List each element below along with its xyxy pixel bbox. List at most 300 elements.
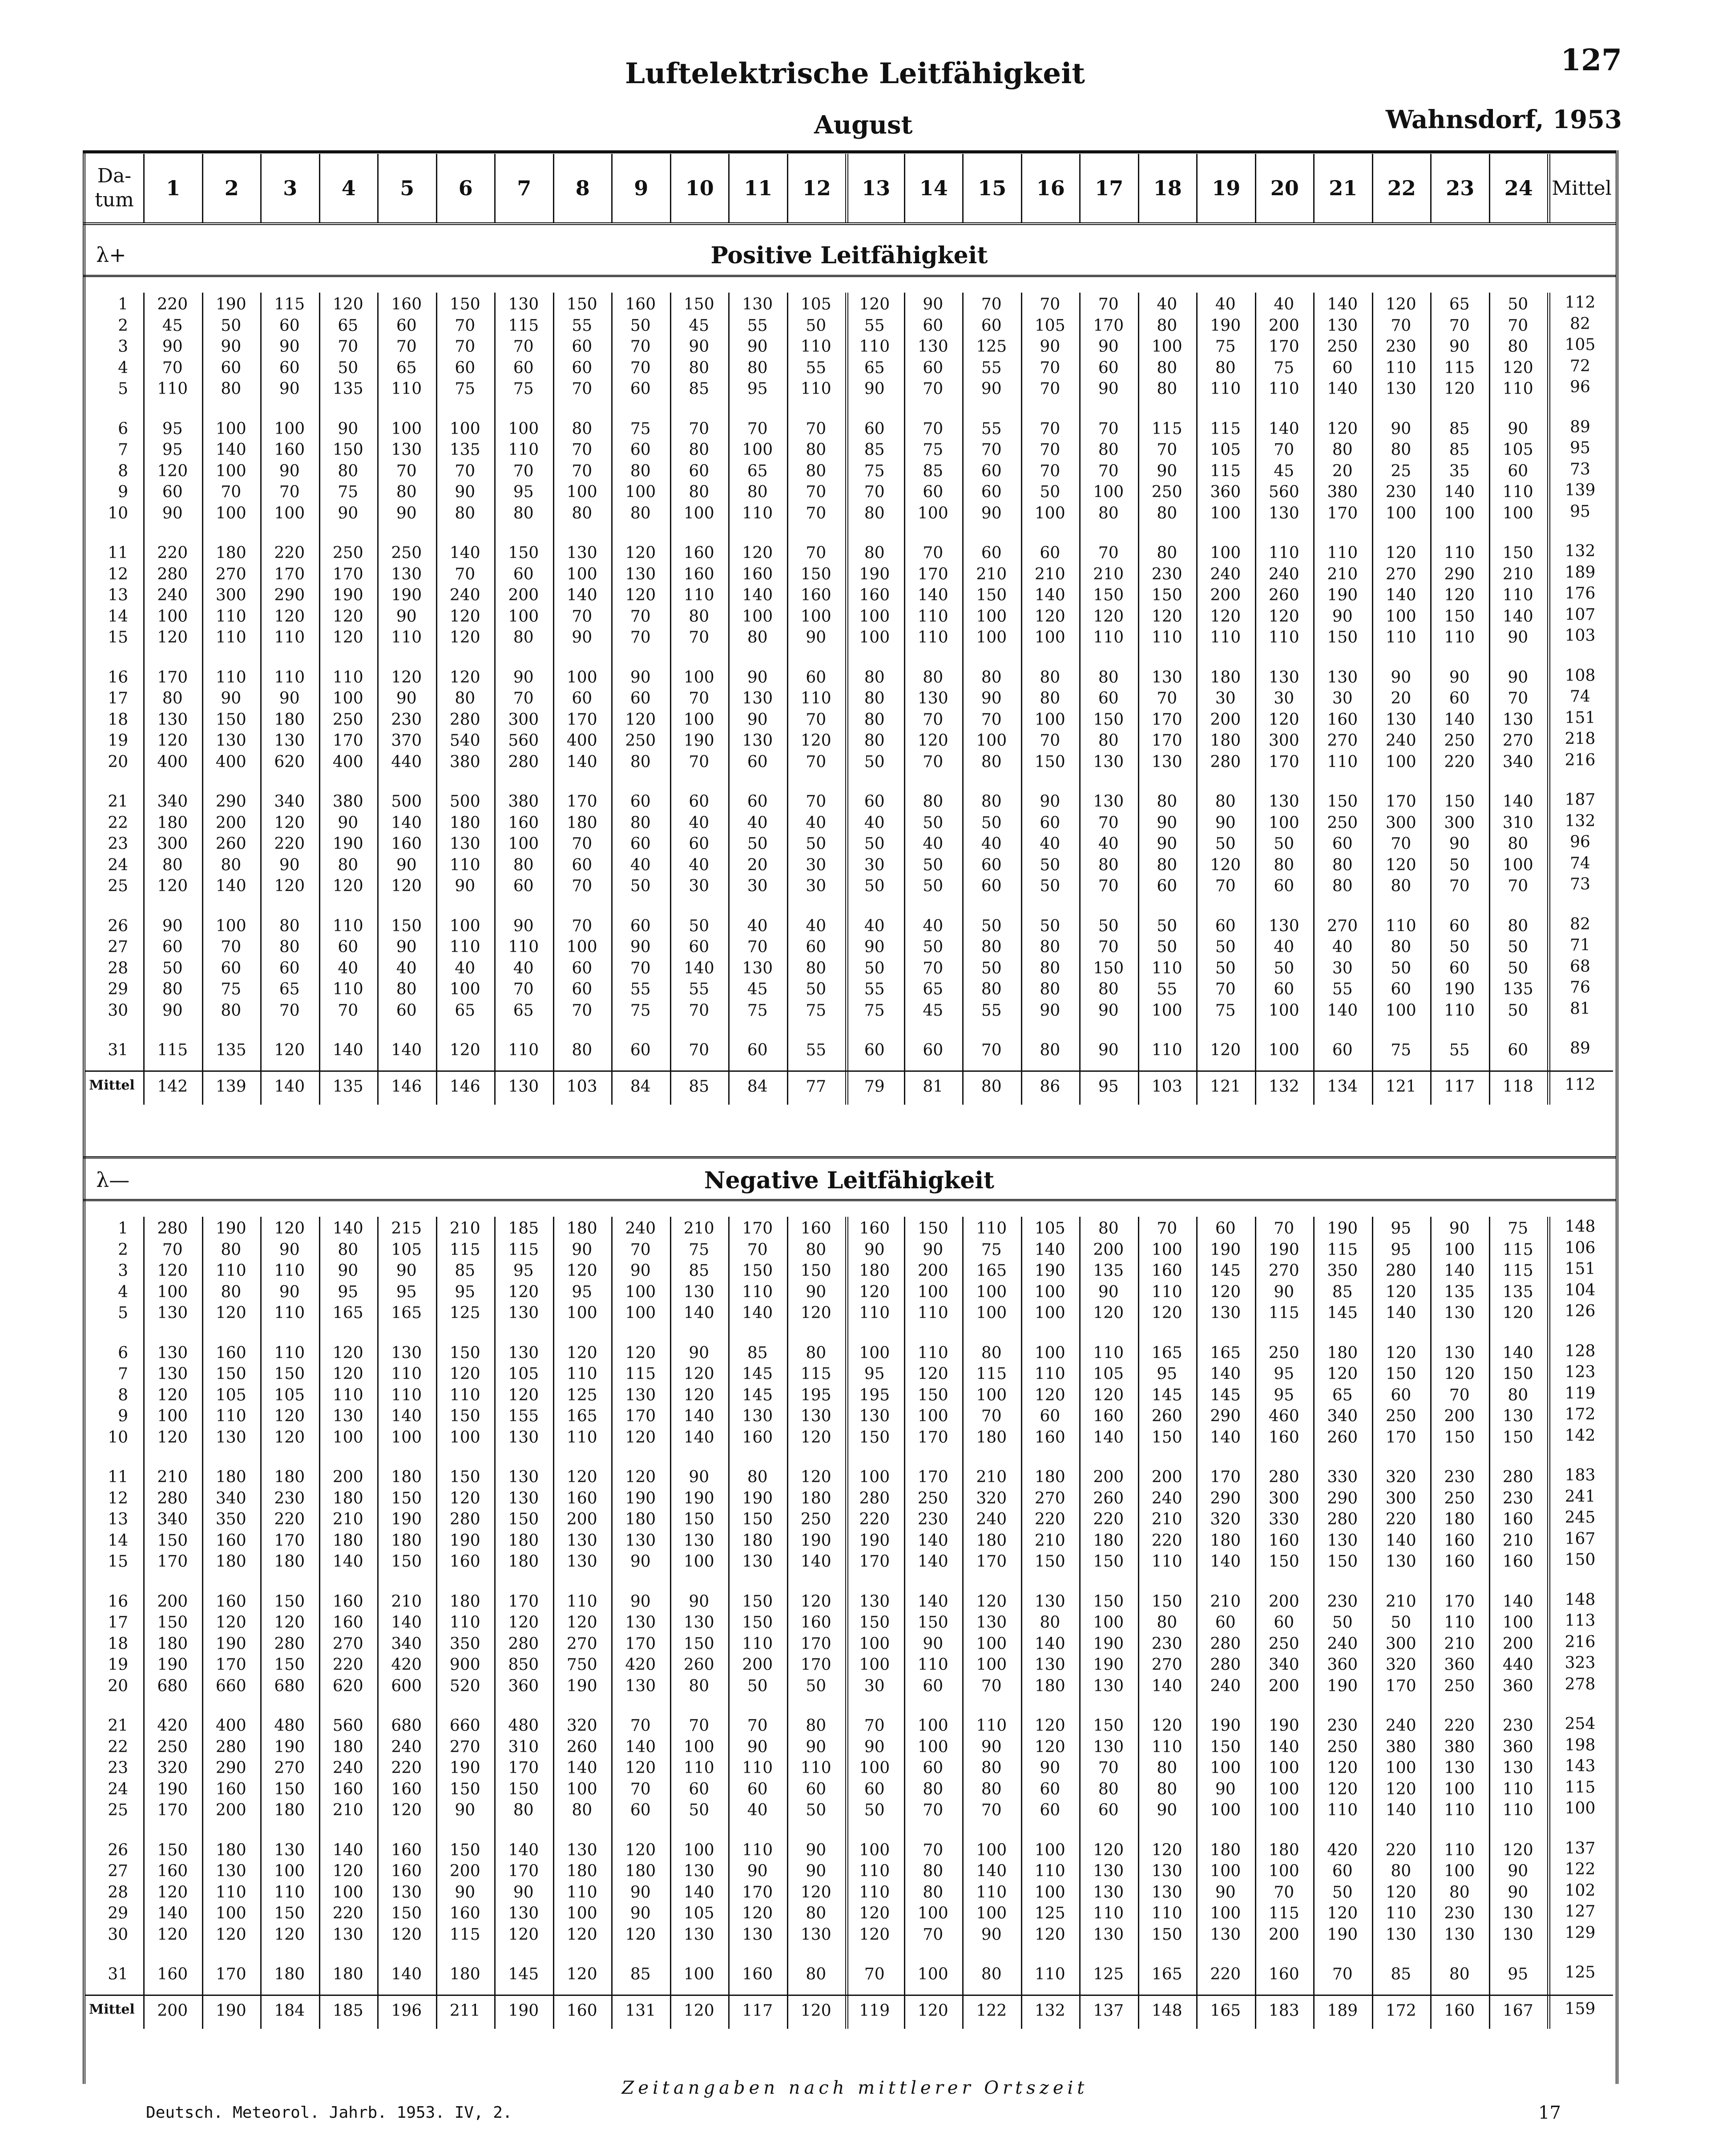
positive-cell-hour-21: 130 [1327, 316, 1358, 335]
negative-cell-hour-15: 90 [981, 1925, 1002, 1944]
positive-cell-hour-22: 110 [1385, 917, 1416, 935]
negative-cell-hour-19: 100 [1210, 1759, 1241, 1777]
positive-cell-hour-2: 200 [215, 813, 246, 832]
positive-cell-hour-7: 70 [513, 462, 534, 480]
negative-cell-hour-17: 130 [1093, 1925, 1124, 1944]
negative-cell-hour-20: 100 [1268, 1862, 1299, 1880]
header-col-divider-5 [436, 154, 437, 222]
negative-cell-hour-21: 340 [1327, 1407, 1358, 1425]
positive-cell-hour-2: 180 [215, 544, 246, 562]
negative-cell-hour-7: 145 [508, 1965, 539, 1983]
header-col-divider-19 [1255, 154, 1256, 222]
negative-row-day-18 [85, 1633, 1613, 1654]
negative-cell-hour-22: 140 [1385, 1304, 1416, 1322]
negative-cell-hour-19: 130 [1210, 1925, 1241, 1944]
positive-cell-hour-13: 80 [864, 544, 885, 562]
positive-cell-hour-3: 90 [279, 462, 300, 480]
positive-cell-hour-6: 70 [455, 565, 476, 583]
negative-cell-hour-4: 160 [332, 1613, 363, 1632]
positive-cell-hour-4: 65 [338, 316, 359, 335]
negative-cell-hour-21: 65 [1332, 1386, 1353, 1404]
positive-row-day-5 [85, 378, 1613, 399]
negative-cell-hour-16: 60 [1040, 1801, 1061, 1819]
positive-cell-hour-24: 100 [1502, 504, 1533, 523]
positive-col-divider-19 [1255, 293, 1256, 1105]
negative-cell-hour-7: 130 [508, 1428, 539, 1447]
negative-cell-hour-8: 320 [566, 1717, 597, 1735]
negative-cell-hour-15: 80 [981, 1780, 1002, 1798]
negative-cell-hour-23: 210 [1444, 1634, 1475, 1653]
negative-cell-hour-15: 210 [976, 1468, 1007, 1486]
positive-cell-hour-17: 80 [1098, 856, 1119, 874]
positive-cell-hour-21: 270 [1327, 732, 1358, 750]
negative-cell-hour-8: 160 [566, 2001, 597, 2020]
positive-cell-hour-13: 190 [859, 565, 890, 583]
positive-col-divider-datum [143, 293, 145, 1105]
positive-cell-hour-18: 110 [1151, 1041, 1182, 1059]
negative-cell-hour-12: 130 [800, 1925, 831, 1944]
negative-cell-hour-2: 110 [215, 1262, 246, 1280]
negative-cell-hour-14: 140 [917, 1553, 948, 1571]
negative-cell-hour-24: 135 [1502, 1283, 1533, 1301]
positive-day-label: 7 [118, 441, 128, 459]
negative-cell-hour-20: 330 [1268, 1510, 1299, 1529]
positive-cell-hour-14: 70 [923, 752, 944, 771]
negative-cell-hour-1: 170 [157, 1801, 188, 1819]
negative-day-label: 21 [108, 1717, 128, 1735]
negative-cell-hour-14: 230 [917, 1510, 948, 1529]
positive-cell-hour-23: 120 [1444, 586, 1475, 604]
negative-cell-hour-20: 200 [1268, 1677, 1299, 1695]
negative-cell-hour-2: 180 [215, 1553, 246, 1571]
positive-cell-hour-14: 70 [923, 959, 944, 977]
negative-cell-hour-15: 122 [976, 2001, 1007, 2020]
positive-cell-hour-7: 110 [508, 938, 539, 956]
negative-cell-hour-12: 50 [806, 1677, 827, 1695]
positive-cell-hour-11: 95 [747, 380, 768, 398]
positive-cell-hour-12: 110 [800, 380, 831, 398]
negative-day-label: 14 [108, 1531, 128, 1550]
negative-cell-hour-2: 120 [215, 1925, 246, 1944]
positive-cell-hour-11: 70 [747, 419, 768, 438]
negative-cell-hour-7: 850 [508, 1656, 539, 1674]
positive-cell-hour-5: 370 [391, 732, 422, 750]
positive-cell-hour-14: 50 [923, 938, 944, 956]
positive-cell-hour-21: 110 [1327, 544, 1358, 562]
negative-cell-mittel: 137 [1565, 1839, 1596, 1858]
positive-row-day-2 [85, 315, 1613, 336]
header-col-divider-11 [787, 154, 788, 222]
positive-cell-hour-10: 80 [689, 607, 710, 626]
positive-cell-hour-17: 50 [1098, 917, 1119, 935]
positive-cell-hour-12: 30 [806, 856, 827, 874]
negative-cell-hour-5: 210 [391, 1592, 422, 1611]
negative-row-day-16 [85, 1591, 1613, 1612]
negative-cell-hour-14: 150 [917, 1613, 948, 1632]
positive-cell-hour-4: 190 [332, 835, 363, 853]
negative-cell-hour-16: 90 [1040, 1759, 1061, 1777]
negative-cell-hour-16: 220 [1034, 1510, 1065, 1529]
positive-cell-hour-2: 110 [215, 668, 246, 687]
positive-cell-hour-6: 60 [455, 358, 476, 377]
negative-cell-hour-10: 130 [683, 1283, 714, 1301]
positive-cell-hour-21: 250 [1327, 813, 1358, 832]
header-col-divider-datum [143, 154, 145, 222]
negative-col-divider-datum [143, 1217, 145, 2029]
negative-cell-hour-18: 95 [1157, 1365, 1178, 1383]
positive-cell-hour-23: 100 [1444, 504, 1475, 523]
negative-cell-hour-8: 200 [566, 1510, 597, 1529]
negative-day-label: 9 [118, 1407, 128, 1425]
positive-cell-hour-20: 100 [1268, 1001, 1299, 1020]
negative-cell-hour-11: 160 [742, 1428, 773, 1447]
negative-cell-hour-3: 120 [274, 1613, 305, 1632]
negative-cell-mittel: 278 [1565, 1675, 1596, 1693]
negative-cell-hour-20: 200 [1268, 1925, 1299, 1944]
negative-cell-hour-7: 280 [508, 1634, 539, 1653]
negative-cell-hour-4: 185 [332, 2001, 363, 2020]
positive-cell-hour-20: 60 [1274, 980, 1295, 998]
negative-cell-hour-5: 150 [391, 1904, 422, 1923]
negative-cell-hour-22: 120 [1385, 1283, 1416, 1301]
negative-cell-mittel: 100 [1565, 1799, 1596, 1818]
positive-cell-hour-21: 150 [1327, 792, 1358, 811]
negative-cell-hour-5: 95 [396, 1283, 417, 1301]
negative-cell-hour-8: 120 [566, 1343, 597, 1362]
positive-cell-hour-20: 120 [1268, 710, 1299, 729]
positive-cell-hour-18: 110 [1151, 628, 1182, 647]
positive-cell-hour-12: 80 [806, 462, 827, 480]
negative-cell-hour-23: 100 [1444, 1780, 1475, 1798]
positive-cell-hour-20: 75 [1274, 358, 1295, 377]
negative-cell-hour-16: 180 [1034, 1468, 1065, 1486]
positive-cell-hour-9: 70 [630, 338, 651, 356]
negative-row-day-17 [85, 1612, 1613, 1633]
positive-cell-hour-16: 80 [1040, 938, 1061, 956]
positive-cell-hour-5: 130 [391, 565, 422, 583]
negative-cell-mittel: 150 [1565, 1551, 1596, 1569]
negative-cell-hour-3: 184 [274, 2001, 305, 2020]
negative-cell-hour-12: 120 [800, 1468, 831, 1486]
positive-col-divider-12 [845, 293, 848, 1105]
negative-row-day-22 [85, 1736, 1613, 1758]
positive-cell-hour-9: 90 [630, 938, 651, 956]
positive-cell-hour-7: 280 [508, 752, 539, 771]
negative-cell-hour-1: 280 [157, 1219, 188, 1238]
positive-cell-hour-11: 80 [747, 483, 768, 501]
negative-cell-hour-15: 115 [976, 1365, 1007, 1383]
negative-cell-hour-20: 300 [1268, 1489, 1299, 1508]
positive-cell-hour-20: 170 [1268, 752, 1299, 771]
negative-cell-hour-21: 290 [1327, 1489, 1358, 1508]
negative-row-day-19 [85, 1654, 1613, 1675]
positive-cell-hour-13: 65 [864, 358, 885, 377]
negative-cell-hour-17: 120 [1093, 1386, 1124, 1404]
negative-cell-hour-19: 180 [1210, 1841, 1241, 1859]
positive-cell-hour-12: 70 [806, 752, 827, 771]
negative-cell-hour-1: 120 [157, 1428, 188, 1447]
negative-day-label: 17 [108, 1613, 128, 1632]
negative-cell-hour-9: 170 [625, 1634, 656, 1653]
positive-cell-hour-1: 220 [157, 295, 188, 314]
negative-cell-hour-17: 110 [1093, 1343, 1124, 1362]
negative-cell-hour-12: 120 [800, 1883, 831, 1902]
negative-cell-hour-22: 300 [1385, 1634, 1416, 1653]
positive-cell-hour-7: 560 [508, 732, 539, 750]
negative-cell-hour-23: 130 [1444, 1759, 1475, 1777]
negative-cell-hour-20: 100 [1268, 1759, 1299, 1777]
positive-day-label: 19 [108, 732, 128, 750]
negative-cell-hour-10: 105 [683, 1904, 714, 1923]
positive-cell-hour-15: 100 [976, 628, 1007, 647]
positive-cell-hour-8: 70 [572, 1001, 593, 1020]
positive-cell-hour-8: 60 [572, 856, 593, 874]
positive-cell-hour-20: 40 [1274, 295, 1295, 314]
negative-row-day-11 [85, 1466, 1613, 1488]
negative-cell-hour-21: 180 [1327, 1343, 1358, 1362]
negative-cell-hour-19: 290 [1210, 1407, 1241, 1425]
positive-cell-hour-23: 115 [1444, 358, 1475, 377]
positive-cell-hour-14: 50 [923, 877, 944, 895]
negative-cell-hour-12: 120 [800, 1428, 831, 1447]
positive-cell-hour-4: 50 [338, 358, 359, 377]
positive-cell-hour-22: 110 [1385, 628, 1416, 647]
positive-cell-hour-9: 120 [625, 544, 656, 562]
positive-cell-hour-21: 210 [1327, 565, 1358, 583]
negative-cell-hour-8: 120 [566, 1262, 597, 1280]
positive-cell-hour-18: 50 [1157, 938, 1178, 956]
positive-cell-hour-7: 60 [513, 358, 534, 377]
negative-cell-hour-7: 130 [508, 1468, 539, 1486]
negative-cell-hour-12: 160 [800, 1613, 831, 1632]
positive-cell-hour-15: 60 [981, 316, 1002, 335]
positive-cell-hour-4: 120 [332, 877, 363, 895]
header-col-divider-4 [377, 154, 379, 222]
positive-cell-hour-1: 142 [157, 1077, 188, 1096]
positive-cell-hour-13: 80 [864, 710, 885, 729]
negative-cell-mittel: 122 [1565, 1860, 1596, 1878]
negative-cell-hour-8: 110 [566, 1883, 597, 1902]
positive-cell-hour-3: 60 [279, 316, 300, 335]
positive-cell-hour-20: 100 [1268, 813, 1299, 832]
positive-cell-hour-11: 40 [747, 917, 768, 935]
positive-cell-hour-11: 100 [742, 441, 773, 459]
positive-cell-hour-10: 70 [689, 1041, 710, 1059]
positive-day-label: 8 [118, 462, 128, 480]
negative-cell-hour-16: 120 [1034, 1925, 1065, 1944]
negative-cell-hour-17: 150 [1093, 1592, 1124, 1611]
negative-cell-hour-17: 110 [1093, 1904, 1124, 1923]
negative-cell-hour-5: 680 [391, 1717, 422, 1735]
negative-cell-hour-6: 160 [449, 1553, 480, 1571]
negative-cell-hour-7: 180 [508, 1531, 539, 1550]
negative-cell-hour-23: 80 [1449, 1883, 1470, 1902]
positive-cell-hour-6: 150 [449, 295, 480, 314]
negative-cell-hour-4: 80 [338, 1240, 359, 1259]
negative-cell-hour-6: 210 [449, 1219, 480, 1238]
negative-cell-hour-22: 120 [1385, 1780, 1416, 1798]
negative-cell-hour-2: 170 [215, 1656, 246, 1674]
negative-cell-hour-8: 160 [566, 1489, 597, 1508]
positive-cell-hour-2: 130 [215, 732, 246, 750]
negative-cell-hour-24: 360 [1502, 1738, 1533, 1756]
negative-cell-hour-14: 170 [917, 1428, 948, 1447]
negative-cell-hour-23: 80 [1449, 1965, 1470, 1983]
negative-section-rule [83, 1199, 1616, 1201]
negative-cell-hour-11: 160 [742, 1965, 773, 1983]
positive-cell-hour-8: 60 [572, 689, 593, 708]
positive-cell-hour-17: 150 [1093, 710, 1124, 729]
positive-cell-hour-10: 80 [689, 441, 710, 459]
negative-cell-mittel: 128 [1565, 1342, 1596, 1360]
negative-cell-hour-18: 110 [1151, 1904, 1182, 1923]
positive-row-day-20 [85, 751, 1613, 772]
positive-cell-hour-11: 160 [742, 565, 773, 583]
negative-cell-hour-18: 80 [1157, 1780, 1178, 1798]
positive-cell-hour-13: 40 [864, 917, 885, 935]
negative-cell-hour-10: 210 [683, 1219, 714, 1238]
negative-cell-mittel: 102 [1565, 1881, 1596, 1900]
positive-cell-hour-19: 50 [1215, 835, 1236, 853]
negative-row-day-29 [85, 1903, 1613, 1924]
negative-cell-hour-14: 100 [917, 1904, 948, 1923]
positive-cell-hour-8: 103 [566, 1077, 597, 1096]
positive-cell-hour-1: 110 [157, 380, 188, 398]
positive-cell-hour-4: 135 [332, 380, 363, 398]
negative-cell-hour-2: 80 [221, 1283, 242, 1301]
positive-cell-hour-1: 180 [157, 813, 188, 832]
negative-cell-hour-23: 360 [1444, 1656, 1475, 1674]
negative-section-title: Negative Leitfähigkeit [704, 1167, 995, 1194]
positive-section-title: Positive Leitfähigkeit [710, 242, 988, 269]
positive-cell-hour-17: 130 [1093, 792, 1124, 811]
positive-cell-hour-4: 250 [332, 710, 363, 729]
negative-cell-hour-7: 480 [508, 1717, 539, 1735]
negative-cell-hour-13: 110 [859, 1883, 890, 1902]
positive-cell-hour-4: 90 [338, 419, 359, 438]
negative-cell-hour-19: 165 [1210, 2001, 1241, 2020]
positive-cell-hour-3: 170 [274, 565, 305, 583]
negative-cell-hour-5: 130 [391, 1883, 422, 1902]
positive-cell-hour-14: 60 [923, 316, 944, 335]
negative-cell-hour-4: 90 [338, 1262, 359, 1280]
negative-cell-hour-18: 230 [1151, 1634, 1182, 1653]
positive-cell-hour-10: 150 [683, 295, 714, 314]
positive-cell-hour-21: 140 [1327, 380, 1358, 398]
negative-cell-hour-21: 115 [1327, 1240, 1358, 1259]
negative-cell-hour-18: 80 [1157, 1613, 1178, 1632]
positive-cell-hour-3: 90 [279, 338, 300, 356]
negative-cell-hour-18: 150 [1151, 1592, 1182, 1611]
negative-day-label: 13 [108, 1510, 128, 1529]
negative-cell-hour-8: 90 [572, 1240, 593, 1259]
positive-cell-hour-14: 40 [923, 917, 944, 935]
positive-cell-hour-22: 230 [1385, 338, 1416, 356]
positive-cell-hour-12: 70 [806, 544, 827, 562]
negative-cell-mittel: 148 [1565, 1590, 1596, 1609]
header-hour-24: 24 [1489, 154, 1548, 222]
negative-cell-hour-18: 210 [1151, 1510, 1182, 1529]
positive-cell-hour-23: 140 [1444, 483, 1475, 501]
positive-cell-hour-14: 80 [923, 792, 944, 811]
negative-cell-hour-19: 120 [1210, 1283, 1241, 1301]
positive-cell-hour-24: 110 [1502, 586, 1533, 604]
negative-day-label: 25 [108, 1801, 128, 1819]
positive-cell-hour-4: 40 [338, 959, 359, 977]
negative-cell-hour-6: 270 [449, 1738, 480, 1756]
positive-cell-hour-3: 110 [274, 628, 305, 647]
positive-cell-hour-4: 400 [332, 752, 363, 771]
positive-cell-hour-16: 50 [1040, 877, 1061, 895]
positive-cell-hour-5: 130 [391, 441, 422, 459]
positive-cell-hour-17: 90 [1098, 1001, 1119, 1020]
positive-cell-hour-15: 70 [981, 1041, 1002, 1059]
negative-cell-hour-20: 460 [1268, 1407, 1299, 1425]
positive-cell-mittel: 89 [1570, 1039, 1590, 1058]
negative-cell-hour-2: 160 [215, 1592, 246, 1611]
positive-cell-hour-11: 20 [747, 856, 768, 874]
positive-cell-hour-7: 100 [508, 419, 539, 438]
positive-cell-hour-7: 80 [513, 628, 534, 647]
positive-cell-hour-10: 30 [689, 877, 710, 895]
negative-cell-hour-6: 100 [449, 1428, 480, 1447]
positive-cell-hour-7: 60 [513, 877, 534, 895]
positive-cell-hour-17: 90 [1098, 380, 1119, 398]
negative-cell-hour-15: 90 [981, 1738, 1002, 1756]
positive-cell-hour-21: 130 [1327, 668, 1358, 687]
positive-day-label: 10 [108, 504, 128, 523]
positive-cell-hour-3: 100 [274, 419, 305, 438]
positive-cell-hour-13: 60 [864, 1041, 885, 1059]
positive-cell-mittel: 103 [1565, 627, 1596, 645]
negative-cell-hour-20: 280 [1268, 1468, 1299, 1486]
negative-cell-hour-2: 190 [215, 1219, 246, 1238]
negative-section-header [85, 1165, 1613, 1196]
negative-cell-hour-17: 130 [1093, 1862, 1124, 1880]
negative-cell-hour-13: 70 [864, 1965, 885, 1983]
negative-cell-hour-24: 90 [1508, 1883, 1529, 1902]
negative-cell-hour-22: 220 [1385, 1510, 1416, 1529]
negative-cell-hour-23: 250 [1444, 1489, 1475, 1508]
negative-cell-hour-13: 100 [859, 1841, 890, 1859]
negative-row-day-14 [85, 1530, 1613, 1551]
positive-cell-hour-9: 80 [630, 813, 651, 832]
positive-cell-hour-6: 100 [449, 419, 480, 438]
positive-cell-hour-18: 80 [1157, 316, 1178, 335]
positive-cell-hour-24: 90 [1508, 419, 1529, 438]
negative-cell-hour-24: 130 [1502, 1904, 1533, 1923]
negative-cell-hour-7: 115 [508, 1240, 539, 1259]
positive-row-day-6 [85, 418, 1613, 439]
positive-cell-hour-3: 620 [274, 752, 305, 771]
positive-cell-hour-3: 70 [279, 483, 300, 501]
positive-cell-hour-18: 115 [1151, 419, 1182, 438]
negative-cell-hour-3: 150 [274, 1904, 305, 1923]
negative-cell-hour-18: 80 [1157, 1759, 1178, 1777]
header-hour-23: 23 [1430, 154, 1489, 222]
negative-cell-hour-4: 110 [332, 1386, 363, 1404]
negative-cell-hour-17: 80 [1098, 1219, 1119, 1238]
positive-cell-hour-15: 55 [981, 1001, 1002, 1020]
positive-cell-hour-15: 70 [981, 295, 1002, 314]
positive-cell-mittel: 95 [1570, 502, 1590, 521]
positive-cell-hour-24: 80 [1508, 835, 1529, 853]
positive-cell-hour-3: 130 [274, 732, 305, 750]
negative-cell-hour-6: 180 [449, 1592, 480, 1611]
negative-cell-hour-16: 132 [1034, 2001, 1065, 2020]
positive-cell-hour-5: 146 [391, 1077, 422, 1096]
negative-cell-hour-4: 130 [332, 1925, 363, 1944]
